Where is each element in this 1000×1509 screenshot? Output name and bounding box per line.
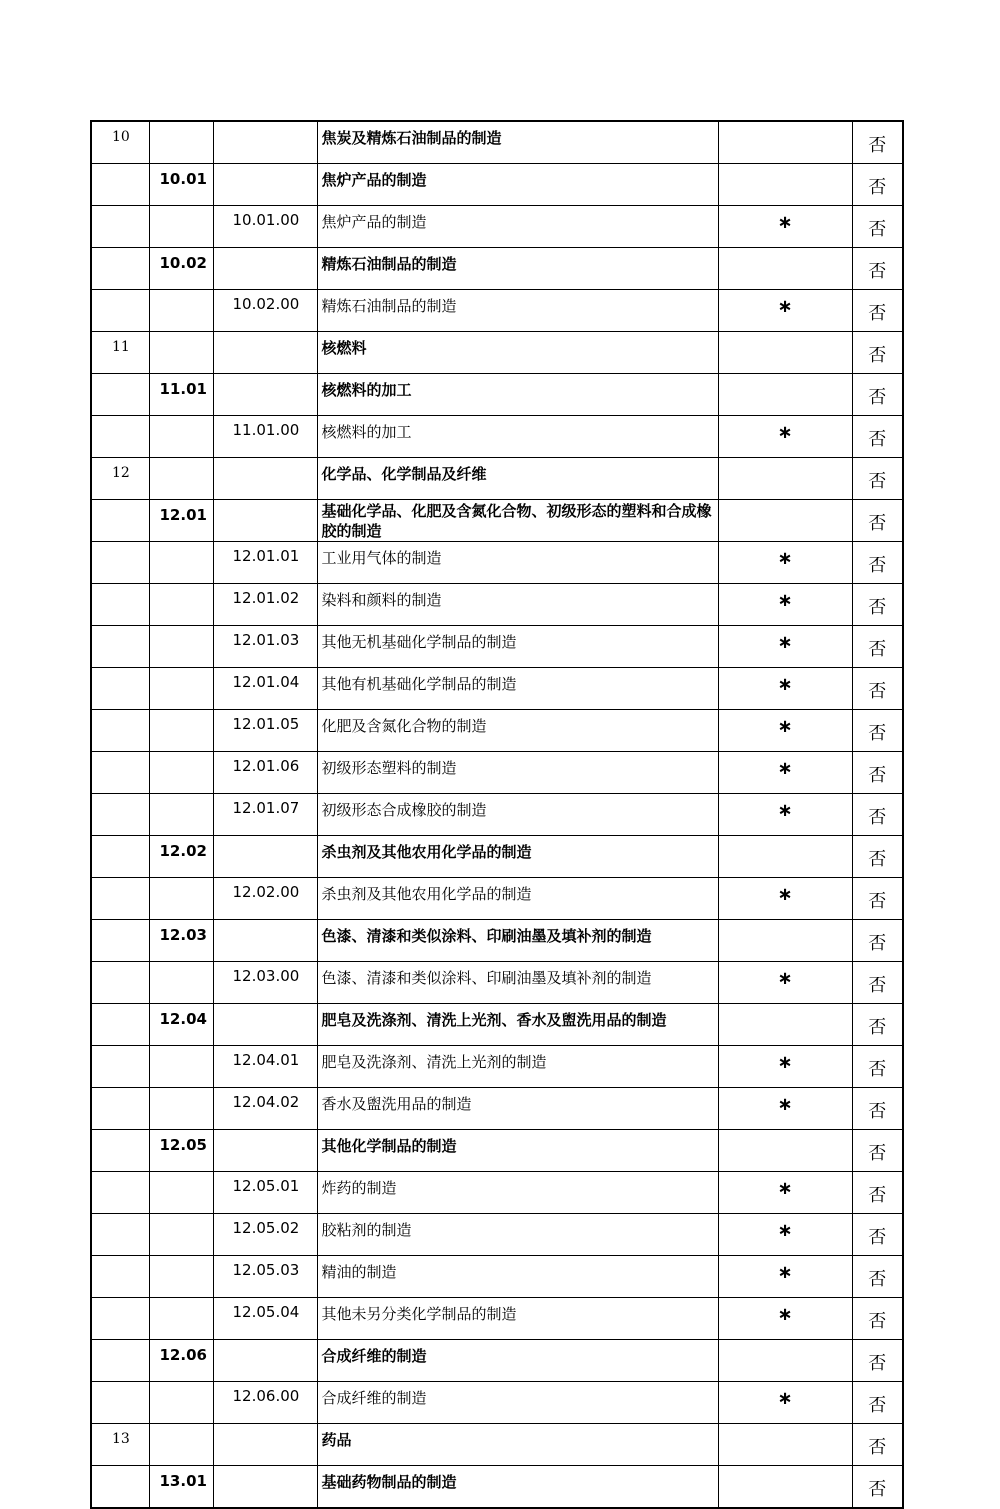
industry-name-cell: 胶粘剂的制造: [317, 1214, 718, 1256]
division-code-cell: [149, 121, 213, 164]
division-code-cell: [149, 1046, 213, 1088]
division-code-cell: [149, 1256, 213, 1298]
class-code-cell: [213, 332, 317, 374]
division-code-cell: [149, 290, 213, 332]
section-code-cell: [91, 416, 149, 458]
asterisk-mark-cell: ∗: [718, 206, 852, 248]
class-code-cell: 10.02.00: [213, 290, 317, 332]
industry-name-cell: 肥皂及洗涤剂、清洗上光剂的制造: [317, 1046, 718, 1088]
division-code-cell: [149, 458, 213, 500]
section-code-cell: [91, 500, 149, 542]
table-row: [91, 1130, 903, 1172]
division-code-cell: 12.01: [149, 500, 213, 542]
division-code-cell: [149, 1172, 213, 1214]
asterisk-mark-cell: ∗: [718, 878, 852, 920]
industry-name-cell: 杀虫剂及其他农用化学品的制造: [317, 836, 718, 878]
flag-cell: 否: [852, 290, 903, 332]
flag-cell: 否: [852, 1466, 903, 1509]
flag-cell: 否: [852, 1004, 903, 1046]
industry-name-cell: 核燃料的加工: [317, 374, 718, 416]
flag-cell: 否: [852, 1046, 903, 1088]
table-row: [91, 206, 903, 248]
table-row: [91, 1046, 903, 1088]
asterisk-mark-cell: [718, 332, 852, 374]
industry-name-cell: 精炼石油制品的制造: [317, 248, 718, 290]
industry-name-cell: 其他化学制品的制造: [317, 1130, 718, 1172]
asterisk-mark-cell: [718, 121, 852, 164]
class-code-cell: [213, 458, 317, 500]
flag-cell: 否: [852, 374, 903, 416]
class-code-cell: 12.04.02: [213, 1088, 317, 1130]
division-code-cell: [149, 1214, 213, 1256]
asterisk-mark-cell: ∗: [718, 626, 852, 668]
division-code-cell: [149, 710, 213, 752]
table-row: [91, 1424, 903, 1466]
flag-cell: 否: [852, 1340, 903, 1382]
table-row: [91, 752, 903, 794]
section-code-cell: 13: [91, 1424, 149, 1466]
section-code-cell: [91, 626, 149, 668]
class-code-cell: [213, 836, 317, 878]
table-row: [91, 1466, 903, 1509]
asterisk-mark-cell: ∗: [718, 668, 852, 710]
table-row: [91, 416, 903, 458]
industry-name-cell: 化学品、化学制品及纤维: [317, 458, 718, 500]
division-code-cell: [149, 878, 213, 920]
table-row: [91, 836, 903, 878]
flag-cell: 否: [852, 1382, 903, 1424]
table-row: [91, 458, 903, 500]
section-code-cell: [91, 1046, 149, 1088]
division-code-cell: [149, 1424, 213, 1466]
class-code-cell: [213, 121, 317, 164]
industry-name-cell: 工业用气体的制造: [317, 542, 718, 584]
class-code-cell: 12.02.00: [213, 878, 317, 920]
class-code-cell: [213, 164, 317, 206]
class-code-cell: 12.03.00: [213, 962, 317, 1004]
asterisk-mark-cell: ∗: [718, 1256, 852, 1298]
division-code-cell: [149, 1298, 213, 1340]
flag-cell: 否: [852, 584, 903, 626]
table-row: [91, 962, 903, 1004]
division-code-cell: [149, 416, 213, 458]
section-code-cell: [91, 248, 149, 290]
flag-cell: 否: [852, 962, 903, 1004]
industry-name-cell: 初级形态塑料的制造: [317, 752, 718, 794]
division-code-cell: [149, 962, 213, 1004]
section-code-cell: [91, 1004, 149, 1046]
table-row: [91, 584, 903, 626]
section-code-cell: [91, 542, 149, 584]
flag-cell: 否: [852, 710, 903, 752]
section-code-cell: [91, 1298, 149, 1340]
industry-name-cell: 色漆、清漆和类似涂料、印刷油墨及填补剂的制造: [317, 920, 718, 962]
section-code-cell: [91, 584, 149, 626]
table-row: [91, 1382, 903, 1424]
section-code-cell: [91, 1340, 149, 1382]
division-code-cell: [149, 794, 213, 836]
table-row: [91, 710, 903, 752]
asterisk-mark-cell: ∗: [718, 1214, 852, 1256]
industry-name-cell: 基础药物制品的制造: [317, 1466, 718, 1509]
asterisk-mark-cell: [718, 458, 852, 500]
class-code-cell: 12.05.02: [213, 1214, 317, 1256]
division-code-cell: 12.04: [149, 1004, 213, 1046]
asterisk-mark-cell: [718, 1130, 852, 1172]
section-code-cell: [91, 1130, 149, 1172]
industry-name-cell: 焦炉产品的制造: [317, 206, 718, 248]
asterisk-mark-cell: ∗: [718, 1046, 852, 1088]
section-code-cell: [91, 668, 149, 710]
classification-table: [90, 120, 904, 1509]
division-code-cell: 12.06: [149, 1340, 213, 1382]
division-code-cell: [149, 752, 213, 794]
industry-name-cell: 焦炉产品的制造: [317, 164, 718, 206]
table-row: [91, 1298, 903, 1340]
section-code-cell: [91, 962, 149, 1004]
flag-cell: 否: [852, 542, 903, 584]
class-code-cell: 12.01.02: [213, 584, 317, 626]
industry-name-cell: 其他未另分类化学制品的制造: [317, 1298, 718, 1340]
class-code-cell: [213, 374, 317, 416]
section-code-cell: [91, 1172, 149, 1214]
table-row: [91, 1256, 903, 1298]
division-code-cell: [149, 206, 213, 248]
asterisk-mark-cell: [718, 920, 852, 962]
flag-cell: 否: [852, 668, 903, 710]
asterisk-mark-cell: ∗: [718, 584, 852, 626]
flag-cell: 否: [852, 1088, 903, 1130]
asterisk-mark-cell: ∗: [718, 1088, 852, 1130]
asterisk-mark-cell: [718, 1466, 852, 1509]
division-code-cell: [149, 584, 213, 626]
flag-cell: 否: [852, 248, 903, 290]
class-code-cell: 12.01.06: [213, 752, 317, 794]
class-code-cell: [213, 1424, 317, 1466]
flag-cell: 否: [852, 416, 903, 458]
flag-cell: 否: [852, 1424, 903, 1466]
industry-name-cell: 合成纤维的制造: [317, 1382, 718, 1424]
table-row: [91, 374, 903, 416]
table-row: [91, 626, 903, 668]
division-code-cell: 13.01: [149, 1466, 213, 1509]
section-code-cell: 11: [91, 332, 149, 374]
table-row: [91, 290, 903, 332]
industry-name-cell: 化肥及含氮化合物的制造: [317, 710, 718, 752]
flag-cell: 否: [852, 752, 903, 794]
industry-name-cell: 其他无机基础化学制品的制造: [317, 626, 718, 668]
flag-cell: 否: [852, 626, 903, 668]
flag-cell: 否: [852, 1256, 903, 1298]
industry-name-cell: 炸药的制造: [317, 1172, 718, 1214]
industry-name-cell: 染料和颜料的制造: [317, 584, 718, 626]
class-code-cell: 12.01.07: [213, 794, 317, 836]
class-code-cell: [213, 920, 317, 962]
flag-cell: 否: [852, 206, 903, 248]
section-code-cell: [91, 710, 149, 752]
asterisk-mark-cell: ∗: [718, 1172, 852, 1214]
table-row: [91, 878, 903, 920]
industry-name-cell: 基础化学品、化肥及含氮化合物、初级形态的塑料和合成橡胶的制造: [317, 500, 718, 542]
asterisk-mark-cell: [718, 1424, 852, 1466]
flag-cell: 否: [852, 920, 903, 962]
section-code-cell: [91, 1466, 149, 1509]
table-row: [91, 121, 903, 164]
table-row: [91, 920, 903, 962]
flag-cell: 否: [852, 121, 903, 164]
table-row: [91, 1340, 903, 1382]
industry-name-cell: 焦炭及精炼石油制品的制造: [317, 121, 718, 164]
classification-table-body: [91, 121, 903, 1508]
class-code-cell: [213, 1466, 317, 1509]
asterisk-mark-cell: [718, 164, 852, 206]
division-code-cell: [149, 542, 213, 584]
class-code-cell: [213, 1130, 317, 1172]
flag-cell: 否: [852, 1130, 903, 1172]
asterisk-mark-cell: ∗: [718, 1382, 852, 1424]
asterisk-mark-cell: ∗: [718, 416, 852, 458]
section-code-cell: [91, 290, 149, 332]
division-code-cell: 11.01: [149, 374, 213, 416]
section-code-cell: [91, 878, 149, 920]
industry-name-cell: 其他有机基础化学制品的制造: [317, 668, 718, 710]
asterisk-mark-cell: [718, 374, 852, 416]
table-row: [91, 1088, 903, 1130]
class-code-cell: 12.05.01: [213, 1172, 317, 1214]
section-code-cell: 10: [91, 121, 149, 164]
asterisk-mark-cell: ∗: [718, 962, 852, 1004]
industry-name-cell: 精油的制造: [317, 1256, 718, 1298]
industry-name-cell: 核燃料: [317, 332, 718, 374]
industry-name-cell: 合成纤维的制造: [317, 1340, 718, 1382]
section-code-cell: [91, 206, 149, 248]
class-code-cell: 12.01.04: [213, 668, 317, 710]
asterisk-mark-cell: ∗: [718, 1298, 852, 1340]
flag-cell: 否: [852, 1214, 903, 1256]
class-code-cell: 12.01.01: [213, 542, 317, 584]
division-code-cell: 12.05: [149, 1130, 213, 1172]
industry-name-cell: 精炼石油制品的制造: [317, 290, 718, 332]
division-code-cell: [149, 626, 213, 668]
class-code-cell: 11.01.00: [213, 416, 317, 458]
industry-name-cell: 药品: [317, 1424, 718, 1466]
industry-name-cell: 核燃料的加工: [317, 416, 718, 458]
class-code-cell: [213, 1340, 317, 1382]
class-code-cell: [213, 1004, 317, 1046]
asterisk-mark-cell: ∗: [718, 794, 852, 836]
asterisk-mark-cell: ∗: [718, 752, 852, 794]
division-code-cell: [149, 332, 213, 374]
section-code-cell: [91, 1088, 149, 1130]
class-code-cell: 12.01.03: [213, 626, 317, 668]
flag-cell: 否: [852, 836, 903, 878]
class-code-cell: 12.05.04: [213, 1298, 317, 1340]
industry-name-cell: 初级形态合成橡胶的制造: [317, 794, 718, 836]
table-row: [91, 542, 903, 584]
section-code-cell: [91, 1214, 149, 1256]
section-code-cell: [91, 164, 149, 206]
section-code-cell: [91, 920, 149, 962]
division-code-cell: [149, 668, 213, 710]
asterisk-mark-cell: ∗: [718, 290, 852, 332]
division-code-cell: [149, 1088, 213, 1130]
asterisk-mark-cell: [718, 1340, 852, 1382]
class-code-cell: 12.01.05: [213, 710, 317, 752]
table-row: [91, 164, 903, 206]
flag-cell: 否: [852, 500, 903, 542]
industry-name-cell: 杀虫剂及其他农用化学品的制造: [317, 878, 718, 920]
table-row: [91, 248, 903, 290]
industry-name-cell: 色漆、清漆和类似涂料、印刷油墨及填补剂的制造: [317, 962, 718, 1004]
asterisk-mark-cell: ∗: [718, 710, 852, 752]
flag-cell: 否: [852, 164, 903, 206]
asterisk-mark-cell: [718, 836, 852, 878]
flag-cell: 否: [852, 458, 903, 500]
industry-name-cell: 肥皂及洗涤剂、清洗上光剂、香水及盥洗用品的制造: [317, 1004, 718, 1046]
table-row: [91, 1172, 903, 1214]
table-row: [91, 332, 903, 374]
flag-cell: 否: [852, 1172, 903, 1214]
division-code-cell: 12.02: [149, 836, 213, 878]
table-row: [91, 1004, 903, 1046]
section-code-cell: [91, 1256, 149, 1298]
section-code-cell: [91, 794, 149, 836]
class-code-cell: [213, 248, 317, 290]
class-code-cell: 12.05.03: [213, 1256, 317, 1298]
table-row: [91, 1214, 903, 1256]
flag-cell: 否: [852, 794, 903, 836]
asterisk-mark-cell: [718, 1004, 852, 1046]
industry-name-cell: 香水及盥洗用品的制造: [317, 1088, 718, 1130]
table-row: [91, 794, 903, 836]
class-code-cell: 12.06.00: [213, 1382, 317, 1424]
section-code-cell: 12: [91, 458, 149, 500]
asterisk-mark-cell: ∗: [718, 542, 852, 584]
section-code-cell: [91, 752, 149, 794]
asterisk-mark-cell: [718, 248, 852, 290]
section-code-cell: [91, 1382, 149, 1424]
division-code-cell: 10.01: [149, 164, 213, 206]
flag-cell: 否: [852, 878, 903, 920]
division-code-cell: 10.02: [149, 248, 213, 290]
section-code-cell: [91, 836, 149, 878]
flag-cell: 否: [852, 1298, 903, 1340]
asterisk-mark-cell: [718, 500, 852, 542]
division-code-cell: 12.03: [149, 920, 213, 962]
class-code-cell: [213, 500, 317, 542]
table-row: [91, 668, 903, 710]
table-row: [91, 500, 903, 542]
section-code-cell: [91, 374, 149, 416]
class-code-cell: 10.01.00: [213, 206, 317, 248]
flag-cell: 否: [852, 332, 903, 374]
division-code-cell: [149, 1382, 213, 1424]
class-code-cell: 12.04.01: [213, 1046, 317, 1088]
